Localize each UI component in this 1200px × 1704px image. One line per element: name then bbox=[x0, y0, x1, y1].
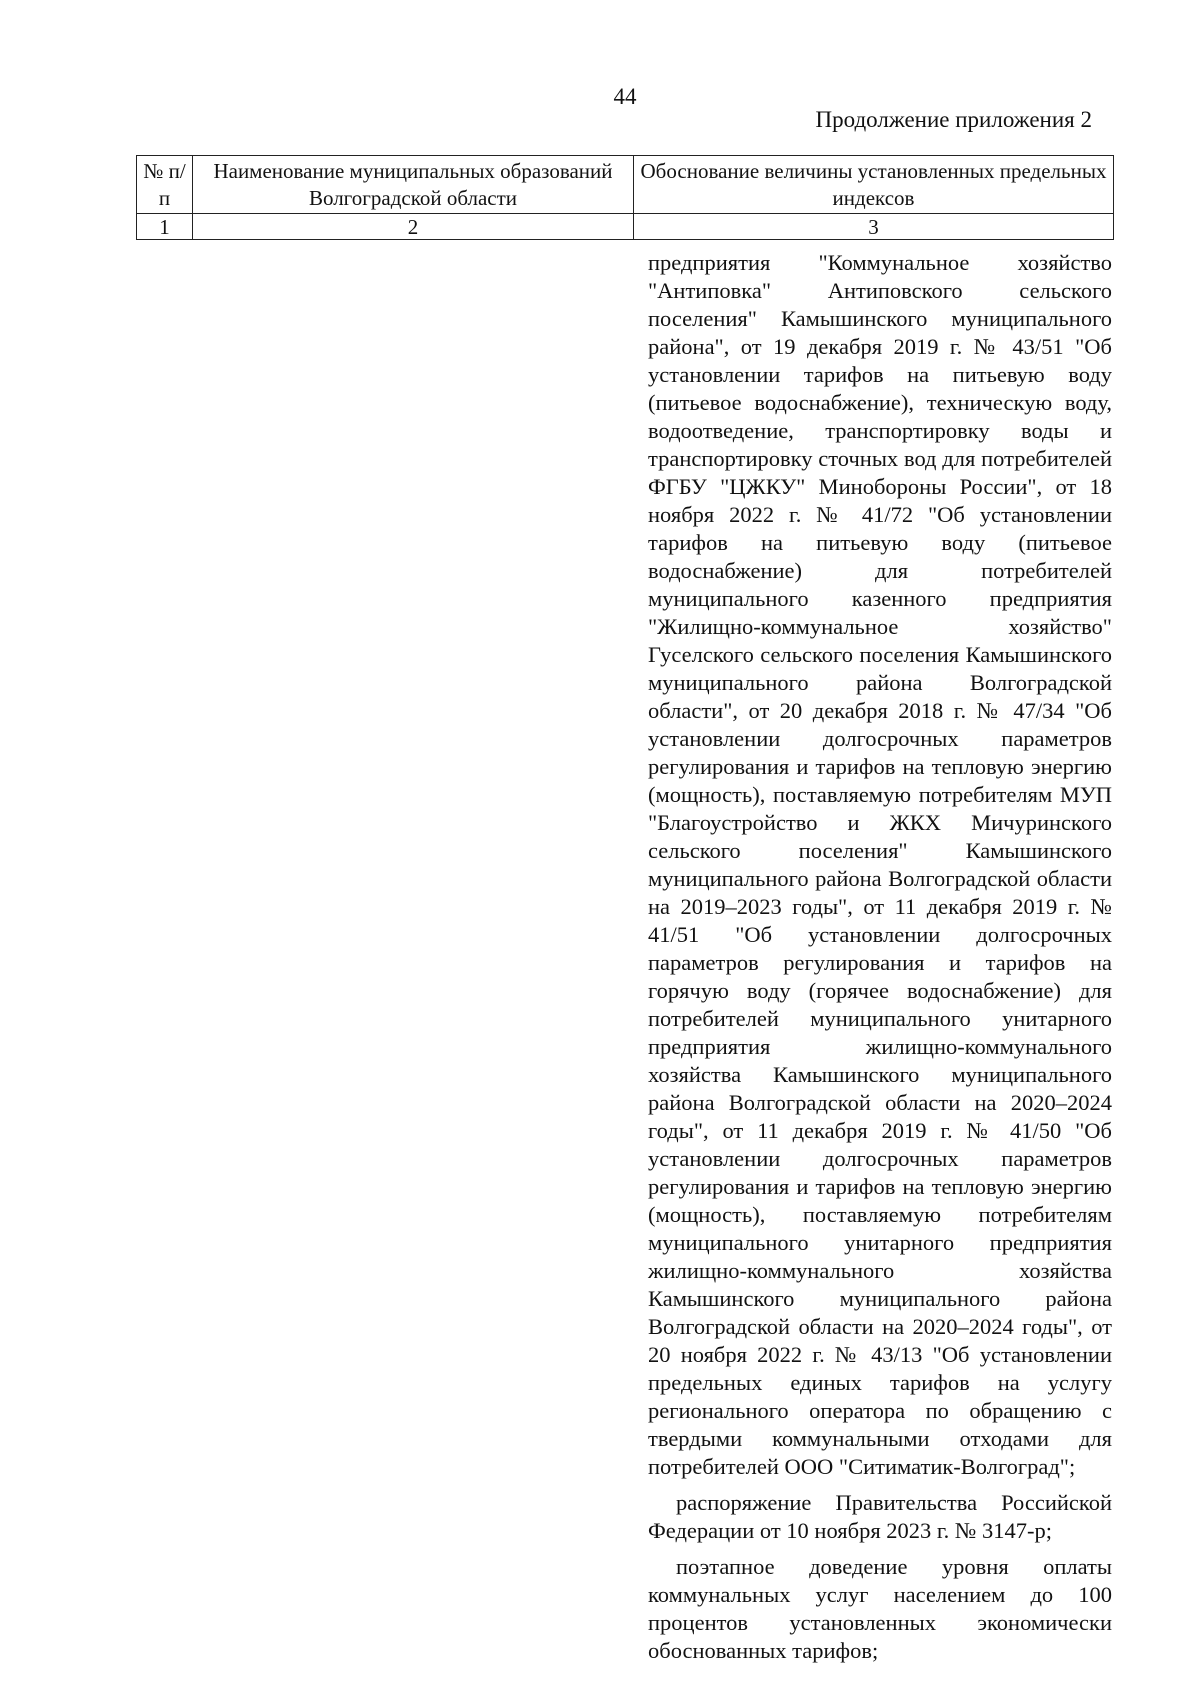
paragraph: распоряжение Правительства Российской Федерации от 10 ноября 2023 г. № 3147-р; bbox=[648, 1490, 1112, 1543]
column-number-3: 3 bbox=[634, 214, 1114, 240]
header-municipality: Наименование муниципальных образований Волгоградской области bbox=[193, 156, 634, 214]
page-number: 44 bbox=[613, 84, 637, 109]
continuation-label: Продолжение приложения 2 bbox=[815, 107, 1092, 132]
header-row bbox=[137, 156, 1114, 214]
column-number-2: 2 bbox=[193, 214, 634, 240]
header-number: № п/п bbox=[137, 156, 193, 214]
header-table bbox=[136, 155, 1114, 240]
paragraph: предприятия "Коммунальное хозяйство "Антиповка" Антиповского сельского поселения" Камышинского муниципального района", от 19 декабря 2019 г. № 43/51 "Об установлении тарифов на питьевую воду (питьевое водоснабжение), техническую воду, водоотведение, транспортировку воды и транспортировку сточных вод для потребителей ФГБУ "ЦЖКУ" Минобороны России", от 18 ноября 2022 г. № 41/72 "Об установлении тарифов на питьевую воду (питьевое водоснабжение) для потребителей муниципального казенного предприятия "Жилищно-коммунальное хозяйство" Гуселского сельского поселения Камышинского муниципального района Волгоградской области", от 20 декабря 2018 г. № 47/34 "Об установлении долгосрочных параметров регулирования и тарифов на тепловую энергию (мощность), поставляемую потребителям МУП "Благоустройство и ЖКХ Мичуринского сельского поселения" Камышинского муниципального района Волгоградской области на 2019–2023 годы", от 11 декабря 2019 г. № 41/51 "Об установлении долгосрочных параметров регулирования и тарифов на горячую воду (горячее водоснабжение) для потребителей муниципального унитарного предприятия жилищно-коммунального хозяйства Камышинского муниципального района Волгоградской области на 2020–2024 годы", от 11 декабря 2019 г. № 41/50 "Об установлении долгосрочных параметров регулирования и тарифов на тепловую энергию (мощность), поставляемую потребителям муниципального унитарного предприятия жилищно-коммунального хозяйства Камышинского муниципального района Волгоградской области на 2020–2024 годы", от 20 ноября 2022 г. № 43/13 "Об установлении предельных единых тарифов на услугу регионального оператора по обращению с твердыми коммунальными отходами для потребителей ООО "Ситиматик-Волгоград"; bbox=[648, 250, 1112, 1479]
paragraph: поэтапное доведение уровня оплаты коммунальных услуг населением до 100 процентов установленных экономически обоснованных тарифов; bbox=[648, 1554, 1112, 1663]
justification-text bbox=[648, 249, 1112, 1665]
column-number-row bbox=[137, 214, 1114, 240]
header-justification: Обоснование величины установленных предельных индексов bbox=[634, 156, 1114, 214]
column-number-1: 1 bbox=[137, 214, 193, 240]
